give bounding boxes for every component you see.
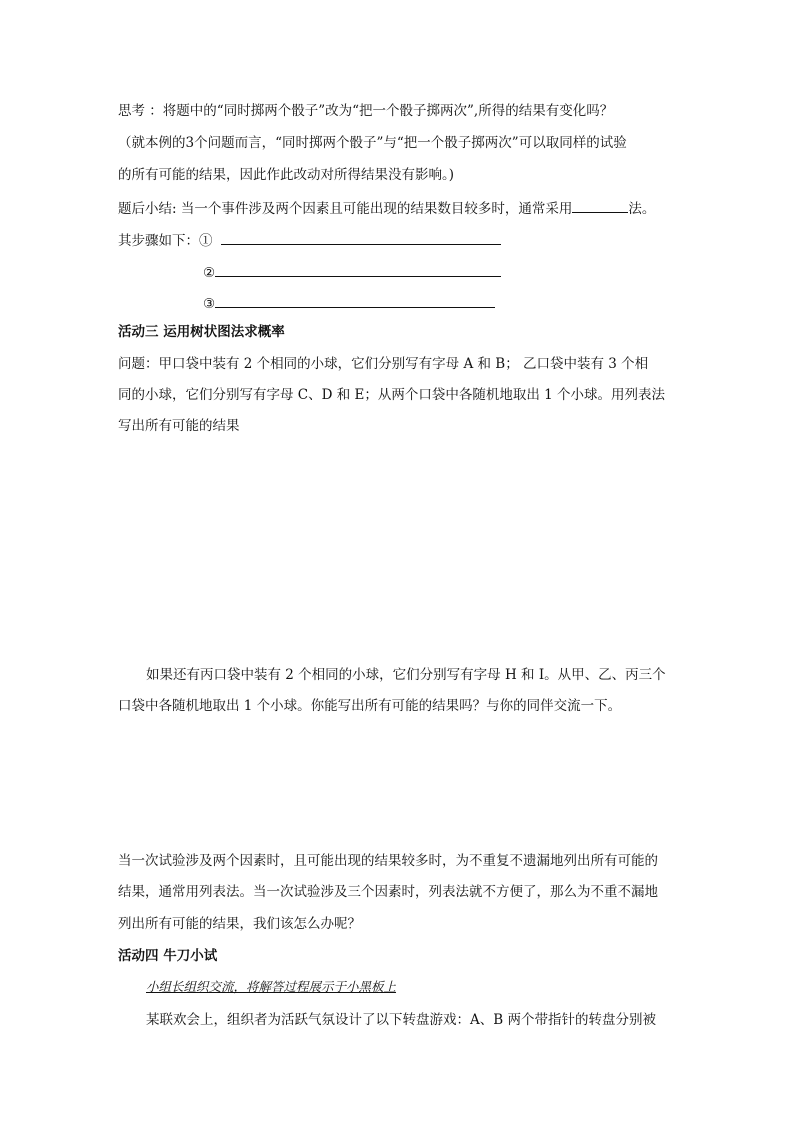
summary-blank xyxy=(572,198,628,213)
activity3-problem-line-3: 写出所有可能的结果 xyxy=(118,418,240,434)
step-2-marker: ② xyxy=(203,265,216,281)
activity3-problem-line-2: 同的小球，它们分别写有字母 C、D 和 E；从两个口袋中各随机地取出 1 个小球。用列表法 xyxy=(118,387,666,403)
think-note-line-2: 的所有可能的结果，因此作此改动对所得结果没有影响。) xyxy=(118,167,455,183)
activity3-heading: 活动三 运用树状图法求概率 xyxy=(118,324,285,340)
activity4-instruction: 小组长组织交流，将解答过程展示于小黑板上 xyxy=(146,979,397,994)
activity3-follow-line-2: 口袋中各随机地取出 1 个小球。你能写出所有可能的结果吗？与你的同伴交流一下。 xyxy=(118,698,622,714)
activity4-heading: 活动四 牛刀小试 xyxy=(118,948,218,964)
steps-line-1 xyxy=(118,230,501,251)
summary-text: 题后小结: 当一个事件涉及两个因素且可能出现的结果数目较多时，通常采用 xyxy=(118,201,573,217)
activity3-conclusion-line-3: 列出所有可能的结果，我们该怎么办呢？ xyxy=(118,916,361,932)
activity3-conclusion-line-2: 结果，通常用列表法。当一次试验涉及三个因素时，列表法就不方便了，那么为不重不漏地 xyxy=(118,884,658,900)
activity4-problem-start: 某联欢会上，组织者为活跃气氛设计了以下转盘游戏：A、B 两个带指针的转盘分别被 xyxy=(146,1012,656,1028)
activity3-problem-line-1: 问题：甲口袋中装有 2 个相同的小球，它们分别写有字母 A 和 B； 乙口袋中装有 3 个相 xyxy=(118,356,649,372)
step-1-blank xyxy=(221,230,501,245)
steps-line-3 xyxy=(203,293,495,314)
step-2-blank xyxy=(215,262,501,277)
steps-line-2 xyxy=(203,262,501,283)
step-1-marker: ① xyxy=(199,233,213,249)
steps-label: 其步骤如下： xyxy=(118,233,199,249)
summary-text-end: 法。 xyxy=(628,201,656,217)
step-3-marker: ③ xyxy=(203,296,216,312)
think-question: 思考 ：将题中的“同时掷两个骰子”改为“把一个骰子掷两次”,所得的结果有变化吗？ xyxy=(118,103,614,119)
activity3-follow-line-1: 如果还有丙口袋中装有 2 个相同的小球，它们分别写有字母 H 和 I。从甲、乙、丙三个 xyxy=(146,667,666,683)
step-3-blank xyxy=(215,293,495,308)
think-note-line-1: （就本例的3个问题而言，“同时掷两个骰子”与“把一个骰子掷两次”可以取同样的试验 xyxy=(118,135,627,151)
activity3-conclusion-line-1: 当一次试验涉及两个因素时，且可能出现的结果较多时，为不重复不遗漏地列出所有可能的 xyxy=(118,853,658,869)
summary-line xyxy=(118,198,655,219)
